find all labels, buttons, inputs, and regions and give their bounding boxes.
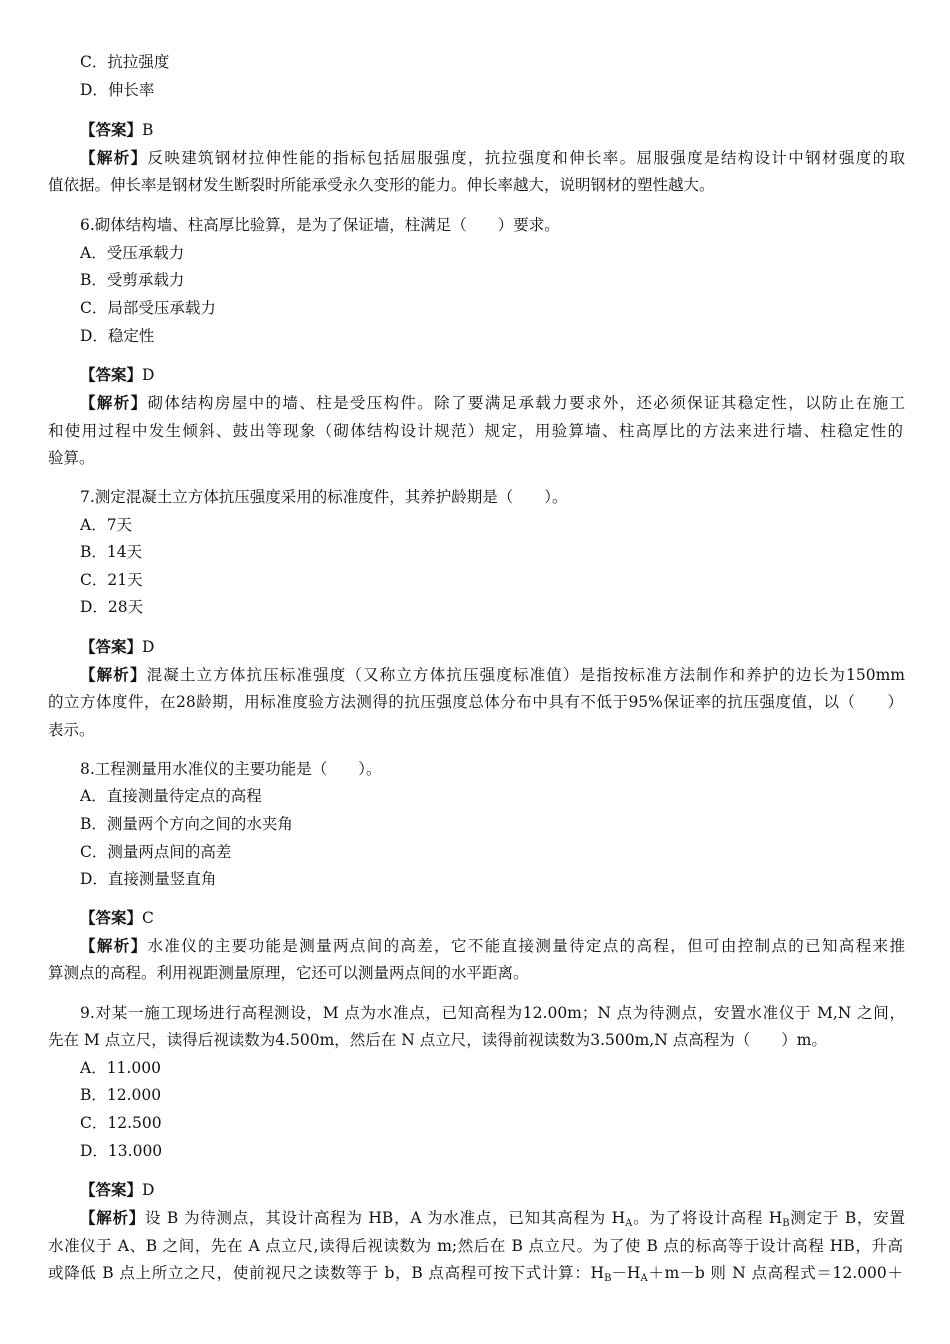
answer-value: B xyxy=(142,121,154,139)
analysis-continuation: 和使用过程中发生倾斜、鼓出等现象（砌体结构设计规范）规定，用验算墙、柱高厚比的方法来进行墙、柱稳定性的 xyxy=(48,422,903,440)
answer-label: 【答案】 xyxy=(80,365,143,384)
answer-line xyxy=(80,637,154,657)
analysis-line: 【解析】水准仪的主要功能是测量两点间的高差，它不能直接测量待定点的高程，但可由控制点的已知高程来推 xyxy=(80,936,905,955)
option-a: A．受压承载力 xyxy=(80,244,185,262)
analysis-line: 【解析】混凝土立方体抗压标准强度（又称立方体抗压强度标准值）是指按标准方法制作和养护的边长为150mm xyxy=(80,665,905,684)
answer-value: D xyxy=(142,638,155,656)
subscript: A xyxy=(640,1273,648,1284)
option-b: B．12.000 xyxy=(80,1086,162,1104)
option-d: D．伸长率 xyxy=(80,81,155,99)
option-d: D．28天 xyxy=(80,598,144,616)
analysis-label: 【解析】 xyxy=(80,1208,145,1227)
analysis-continuation: 算测点的高程。利用视距测量原理，它还可以测量两点间的水平距离。 xyxy=(48,964,529,982)
option-c: C．局部受压承载力 xyxy=(80,299,216,317)
option-c: C．12.500 xyxy=(80,1114,162,1132)
answer-value: C xyxy=(142,909,154,927)
question-6: 6.砌体结构墙、柱高厚比验算，是为了保证墙，柱满足（ ）要求。 xyxy=(80,216,560,234)
option-b: B．测量两个方向之间的水夹角 xyxy=(80,815,293,833)
answer-value: D xyxy=(142,366,155,384)
option-c: C．21天 xyxy=(80,571,143,589)
answer-label: 【答案】 xyxy=(80,120,143,139)
analysis-label: 【解析】 xyxy=(80,393,148,412)
option-d: D．直接测量竖直角 xyxy=(80,870,217,888)
option-c: C．抗拉强度 xyxy=(80,53,170,71)
option-c: C．测量两点间的高差 xyxy=(80,843,232,861)
answer-value: D xyxy=(142,1181,155,1199)
analysis-continuation: 或降低 B 点上所立之尺，使前视尺之读数等于 b，B 点高程可按下式计算：$H_B-H_A+m-b$ 则 N 点高程式＝12.000＋ xyxy=(48,1264,903,1284)
answer-label: 【答案】 xyxy=(80,637,143,656)
analysis-continuation: 验算。 xyxy=(48,449,95,467)
answer-line xyxy=(80,908,154,928)
analysis-continuation: 值依据。伸长率是钢材发生断裂时所能承受永久变形的能力。伸长率越大，说明钢材的塑性越大。 xyxy=(48,176,715,194)
analysis-line: 【解析】反映建筑钢材拉伸性能的指标包括屈服强度，抗拉强度和伸长率。屈服强度是结构设计中钢材强度的取 xyxy=(80,148,905,167)
question-8: 8.工程测量用水准仪的主要功能是（ ）。 xyxy=(80,760,382,778)
answer-line xyxy=(80,120,153,140)
option-b: B．14天 xyxy=(80,543,143,561)
subscript: B xyxy=(782,1218,790,1229)
analysis-label: 【解析】 xyxy=(80,665,147,684)
question-9-continuation: 先在 M 点立尺，读得后视读数为4.500m，然后在 N 点立尺，读得前视读数为3.500m,N 点高程为（ ）m。 xyxy=(48,1031,827,1049)
question-7: 7.测定混凝土立方体抗压强度采用的标准度件，其养护龄期是（ ）。 xyxy=(80,488,568,506)
analysis-label: 【解析】 xyxy=(80,936,148,955)
answer-label: 【答案】 xyxy=(80,1180,143,1199)
subscript: A xyxy=(625,1218,633,1229)
analysis-line: 【解析】设 B 为待测点，其设计高程为 HB，A 为水准点，已知其高程为 $H_A$。为了将设计高程 $H_B$测定于 B，安置 xyxy=(80,1208,905,1229)
option-a: A．7天 xyxy=(80,516,133,534)
option-b: B．受剪承载力 xyxy=(80,271,185,289)
option-a: A．直接测量待定点的高程 xyxy=(80,787,262,805)
answer-label: 【答案】 xyxy=(80,908,143,927)
answer-line xyxy=(80,1180,154,1200)
analysis-continuation: 水准仪于 A、B 之间，先在 A 点立尺,读得后视读数为 m;然后在 B 点立尺。为了使 B 点的标高等于设计高程 HB，升高 xyxy=(48,1237,903,1255)
analysis-line: 【解析】砌体结构房屋中的墙、柱是受压构件。除了要满足承载力要求外，还必须保证其稳定性，以防止在施工 xyxy=(80,393,905,412)
analysis-continuation: 表示。 xyxy=(48,721,95,739)
subscript: B xyxy=(604,1273,612,1284)
analysis-continuation: 的立方体度件，在28龄期，用标准度验方法测得的抗压强度总体分布中具有不低于95%保证率的抗压强度值，以（ ） xyxy=(48,693,903,711)
question-9: 9.对某一施工现场进行高程测设，M 点为水准点，已知高程为12.00m；N 点为待测点，安置水准仪于 M,N 之间， xyxy=(80,1004,905,1022)
option-d: D．稳定性 xyxy=(80,327,155,345)
answer-line xyxy=(80,365,154,385)
option-d: D．13.000 xyxy=(80,1142,163,1160)
option-a: A．11.000 xyxy=(80,1059,161,1077)
analysis-label: 【解析】 xyxy=(80,148,148,167)
